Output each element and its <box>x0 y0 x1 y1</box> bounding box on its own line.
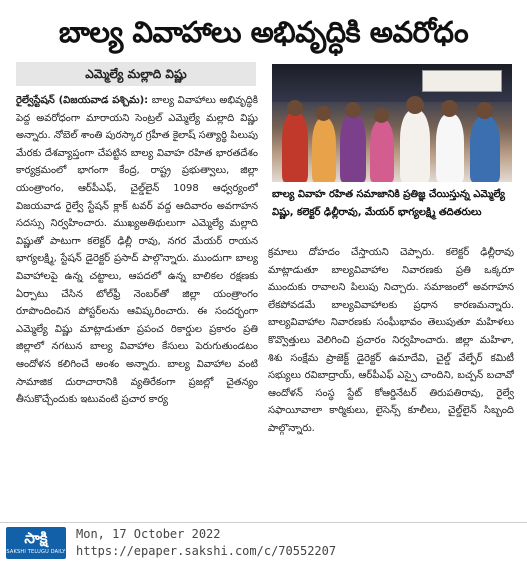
photo-person <box>340 114 366 182</box>
dateline: రైల్వేస్టేషన్ (విజయవాడ పశ్చిమ): <box>16 95 149 106</box>
photo-person <box>370 120 394 182</box>
article-body-right <box>268 244 514 526</box>
photo-person-head <box>345 102 361 118</box>
article-body-left <box>16 92 258 526</box>
publication-date: Mon, 17 October 2022 <box>76 527 221 541</box>
photo-person <box>312 118 336 182</box>
photo-person <box>282 112 308 182</box>
photo-person-head <box>287 100 303 116</box>
photo-person <box>470 116 500 182</box>
article-text-right: క్రమాలు దోహదం చేస్తాయని చెప్పారు. కలెక్టర్ ఢిల్లీరావు మాట్లాడుతూ బాల్యవివాహాల నివారణకు ప్రతి ఒక్కరూ ముందుకు రావాలని పిలుపు నిచ్చారు. సమాజంలో అవగాహన లేకపోవడమే బాల్యవివాహాలకు ప్రధాన కారణమన్నారు. బాల్యవివాహాల నివారణకు సంఘీభావం తెలుపుతూ మహిళలు కొవ్వొత్తులు వెలిగించి ప్రచారం నిర్వహించారు. జిల్లా మహిళా, శిశు సంక్షేమ ప్రాజెక్ట్ డైరెక్టర్ ఉమాదేవి, చైల్డ్ వేల్ఫేర్ కమిటీ సభ్యులు రవిబాద్రాయ్, ఆర్‌పీఎఫ్ ఎస్పై చాందిని, బచ్పన్ బచావో ఆందోళన్ సంస్థ స్టేట్ కోఆర్డినేటర్ తిరుపతిరావు, రైల్వే సఫాయీవాలా కార్మికులు, లైసెన్స్ కూలీలు, చైల్డ్‌లైన్ సిబ్బంది పాల్గొన్నారు. <box>268 247 514 434</box>
footer <box>0 522 527 562</box>
photo-person-head <box>441 100 458 117</box>
logo-subtext: SAKSHI TELUGU DAILY <box>6 549 66 555</box>
epaper-url[interactable]: https://epaper.sakshi.com/c/70552207 <box>76 544 337 558</box>
photo-person-head <box>476 102 493 119</box>
headline: బాల్య వివాహాలు అభివృద్ధికి అవరోధం <box>58 15 469 49</box>
photo-person-head <box>374 108 389 123</box>
sakshi-logo <box>6 527 66 559</box>
rally-photo <box>272 64 512 182</box>
photo-caption: బాల్య వివాహ రహిత సమాజానికి ప్రతిజ్ఞ చేయిస్తున్న ఎమ్మెల్యే విష్ణు, కలెక్టర్ ఢిల్లీరావు, మేయర్ భాగ్యలక్ష్మి తదితరులు <box>272 189 506 218</box>
photo-banner <box>422 70 502 92</box>
photo-person-head <box>316 106 331 121</box>
photo-person <box>400 110 430 182</box>
byline: ఎమ్మెల్యే మల్లాది విష్ణు <box>16 62 256 86</box>
photo-person-head <box>406 96 424 114</box>
article-text-left: బాల్య వివాహాలు అభివృద్ధికి పెద్ద అవరోధంగా మారాయని సెంట్రల్ ఎమ్మెల్యే మల్లాది విష్ణు అన్నారు. నోబెల్ శాంతి పురస్కార గ్రహీత కైలాష్ సత్యార్థి పిలుపు మేరకు దేశవ్యాప్తంగా చేపట్టిన బాల్య వివాహ రహిత భారతదేశం కార్యక్రమంలో భాగంగా కేంద్ర, రాష్ట్ర ప్రభుత్వాలు, జిల్లా యంత్రాంగం, ఆర్‌పీఎఫ్, చైల్డ్‌లైన్ 1098 ఆధ్వర్యంలో విజయవాడ రైల్వే స్టేషన్ క్లాక్ టవర్ వద్ద ఆదివారం అవగాహన సదస్సు నిర్వహించారు. ముఖ్యఅతిథులుగా ఎమ్మెల్యే మల్లాది విష్ణుతో పాటుగా కలెక్టర్ ఢిల్లీ రావు, నగర మేయర్ రాయన భాగ్యలక్ష్మి, స్టేషన్ డైరెక్టర్ ప్రసాద్ పాల్గొన్నారు. ముందుగా బాల్య వివాహాలపై ఉన్న చట్టాలు, ఆపదలో ఉన్న బాలికల రక్షణకు ఏర్పాటు చేసిన టోల్‌ఫ్రీ నెంబర్‌తో జిల్లా యంత్రాంగం రూపొందించిన పోస్టర్‌లను ఆవిష్కరించారు. ఈ సందర్భంగా ఎమ్మెల్యే విష్ణు మాట్లాడుతూ ప్రపంచ రికార్డుల ప్రకారం ప్రతి జిల్లాలో నగటున బాల్య వివాహాల కేసులు పెరుగుతుండటం ఆందోళన కలిగించే అంశం అన్నారు. బాల్య వివాహాల వంటి సామాజిక దురాచారానికి వ్యతిరేకంగా ప్రజల్లో చైతన్యం తీసుకొచ్చేందుకు ఇటువంటి ప్రచార కార్య <box>16 95 258 406</box>
photo-person <box>436 114 464 182</box>
logo-text: సాక్షి <box>24 529 48 547</box>
